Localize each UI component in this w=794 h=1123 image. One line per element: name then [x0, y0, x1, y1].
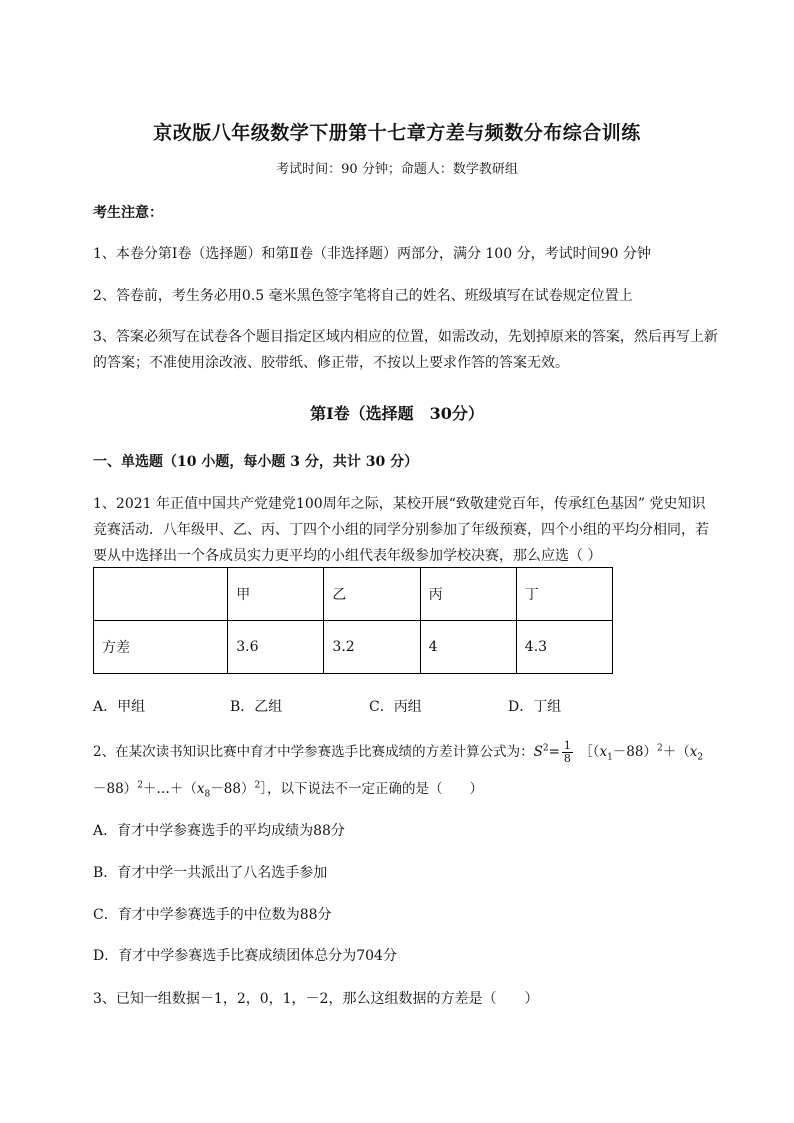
formula-s: S	[533, 744, 543, 760]
table-row	[94, 621, 613, 674]
formula-sup: 2	[137, 780, 143, 791]
q1-line-2: 竞赛活动．八年级甲、乙、丙、丁四个小组的同学分别参加了年级预赛，四个小组的平均分相同，若	[93, 522, 709, 538]
q2-line-1	[93, 740, 703, 765]
table-cell: 4.3	[516, 621, 612, 674]
exam-info: 考试时间：90 分钟；命题人：数学教研组	[276, 162, 518, 177]
formula-sub-8: 8	[204, 789, 211, 800]
formula-part-4: －88）	[93, 781, 138, 797]
table-cell: 4	[420, 621, 516, 674]
section-title: 第Ⅰ卷（选择题 30分）	[310, 404, 484, 423]
formula-sub-2: 2	[697, 752, 704, 763]
formula-part-5: ＋…＋（	[142, 781, 197, 797]
table-header-cell: 丙	[420, 568, 516, 621]
notice-heading: 考生注意：	[93, 205, 163, 221]
q1-option-c[interactable]: C．丙组	[369, 699, 422, 715]
formula-part-2: －88）	[612, 744, 657, 760]
q2-intro: 2、在某次读书知识比赛中育才中学参赛选手比赛成绩的方差计算公式为：	[93, 744, 534, 760]
q3-text: 3、已知一组数据－1，2，0，1，－2，那么这组数据的方差是（ ）	[93, 991, 539, 1007]
q1-line-1: 1、2021 年正值中国共产党建党100周年之际，某校开展“致敬建党百年，传承红色基因” 党史知识	[93, 496, 706, 512]
table-row-label: 方差	[94, 621, 228, 674]
formula-sub-1: 1	[607, 752, 613, 763]
fraction-denominator: 8	[563, 752, 571, 765]
page-title: 京改版八年级数学下册第十七章方差与频数分布综合训练	[153, 122, 641, 144]
q2-option-a[interactable]: A．育才中学参赛选手的平均成绩为88分	[93, 823, 345, 839]
table-cell: 3.2	[324, 621, 420, 674]
table-cell: 3.6	[228, 621, 324, 674]
table-header-cell	[94, 568, 228, 621]
formula-x: x	[196, 781, 205, 797]
table-header-row	[94, 568, 613, 621]
notice-item-1: 1、本卷分第Ⅰ卷（选择题）和第Ⅱ卷（非选择题）两部分，满分 100 分，考试时间90 分钟	[93, 246, 651, 262]
q1-option-d[interactable]: D．丁组	[508, 699, 562, 715]
table-header-cell: 甲	[228, 568, 324, 621]
table-header-cell: 丁	[516, 568, 612, 621]
formula-fraction	[562, 740, 573, 765]
notice-item-2: 2、答卷前，考生务必用0.5 毫米黑色签字笔将自己的姓名、班级填写在试卷规定位置上	[93, 288, 633, 304]
q1-option-a[interactable]: A．甲组	[93, 699, 146, 715]
table-header-cell: 乙	[324, 568, 420, 621]
formula-part-1: ［（	[579, 744, 600, 760]
q2-option-d[interactable]: D．育才中学参赛选手比赛成绩团体总分为704分	[93, 948, 397, 964]
q2-option-c[interactable]: C．育才中学参赛选手的中位数为88分	[93, 907, 332, 923]
formula-part-3: ＋（	[662, 744, 690, 760]
part-heading: 一、单选题（10 小题，每小题 3 分，共计 30 分）	[93, 454, 419, 470]
q2-line-2	[93, 777, 483, 800]
fraction-numerator: 1	[563, 739, 571, 752]
formula-eq: =	[548, 744, 560, 760]
formula-sup: 2	[656, 743, 663, 754]
formula-sup: 2	[542, 743, 549, 754]
formula-sup: 2	[254, 780, 261, 791]
notice-item-3-line-2: 的答案；不准使用涂改液、胶带纸、修正带，不按以上要求作答的答案无效。	[93, 355, 569, 371]
formula-x: x	[689, 744, 698, 760]
q2-option-b[interactable]: B．育才中学一共派出了八名选手参加	[93, 865, 328, 881]
q2-question-end: ］，以下说法不一定正确的是（ ）	[260, 781, 483, 797]
formula-x: x	[599, 744, 608, 760]
variance-table	[93, 567, 613, 674]
q1-option-b[interactable]: B．乙组	[230, 699, 283, 715]
q1-line-3: 要从中选择出一个各成员实力更平均的小组代表年级参加学校决赛，那么应选（ ）	[93, 548, 602, 564]
notice-item-3-line-1: 3、答案必须写在试卷各个题目指定区域内相应的位置，如需改动，先划掉原来的答案，然后再写上新	[93, 329, 718, 345]
formula-part-6: －88）	[210, 781, 255, 797]
